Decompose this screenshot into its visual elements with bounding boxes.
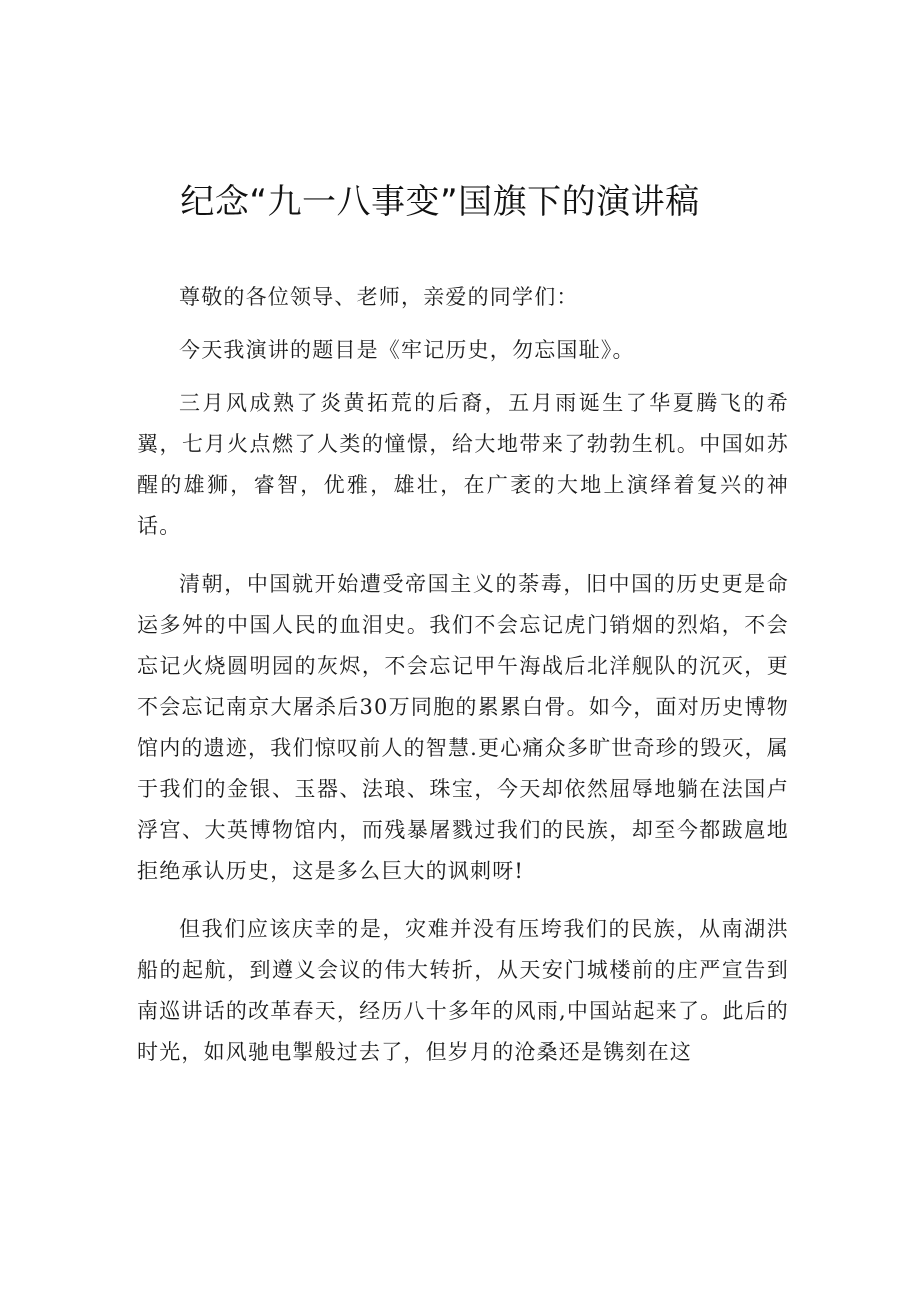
paragraph: 清朝，中国就开始遭受帝国主义的荼毒，旧中国的历史更是命运多舛的中国人民的血泪史。我们不会忘记虎门销烟的烈焰，不会忘记火烧圆明园的灰烬，不会忘记甲午海战后北洋舰队的沉灭，更不会忘记南京大屠杀后30万同胞的累累白骨。如今，面对历史博物馆内的遗迹，我们惊叹前人的智慧.更心痛众多旷世奇珍的毁灭，属于我们的金银、玉器、法琅、珠宝，今天却依然屈辱地躺在法国卢浮宫、大英博物馆内，而残暴屠戮过我们的民族，却至今都跋扈地拒绝承认历史，这是多么巨大的讽刺呀! bbox=[137, 572, 789, 883]
paragraph: 三月风成熟了炎黄拓荒的后裔，五月雨诞生了华夏腾飞的希翼，七月火点燃了人类的憧憬，给大地带来了勃勃生机。中国如苏醒的雄狮，睿智，优雅，雄壮，在广袤的大地上演绎着复兴的神话。 bbox=[137, 391, 789, 538]
paragraph: 但我们应该庆幸的是，灾难并没有压垮我们的民族，从南湖洪船的起航，到遵义会议的伟大转折，从天安门城楼前的庄严宣告到南巡讲话的改革春天，经历八十多年的风雨,中国站起来了。此后的时光，如风驰电掣般过去了，但岁月的沧桑还是镌刻在这 bbox=[137, 917, 789, 1064]
document-title: 纪念“九一八事变”国旗下的演讲稿 bbox=[180, 182, 700, 222]
salutation: 尊敬的各位领导、老师，亲爱的同学们： bbox=[179, 285, 579, 309]
speech-topic: 今天我演讲的题目是《牢记历史，勿忘国耻》。 bbox=[179, 338, 635, 362]
document-body bbox=[137, 277, 789, 1090]
